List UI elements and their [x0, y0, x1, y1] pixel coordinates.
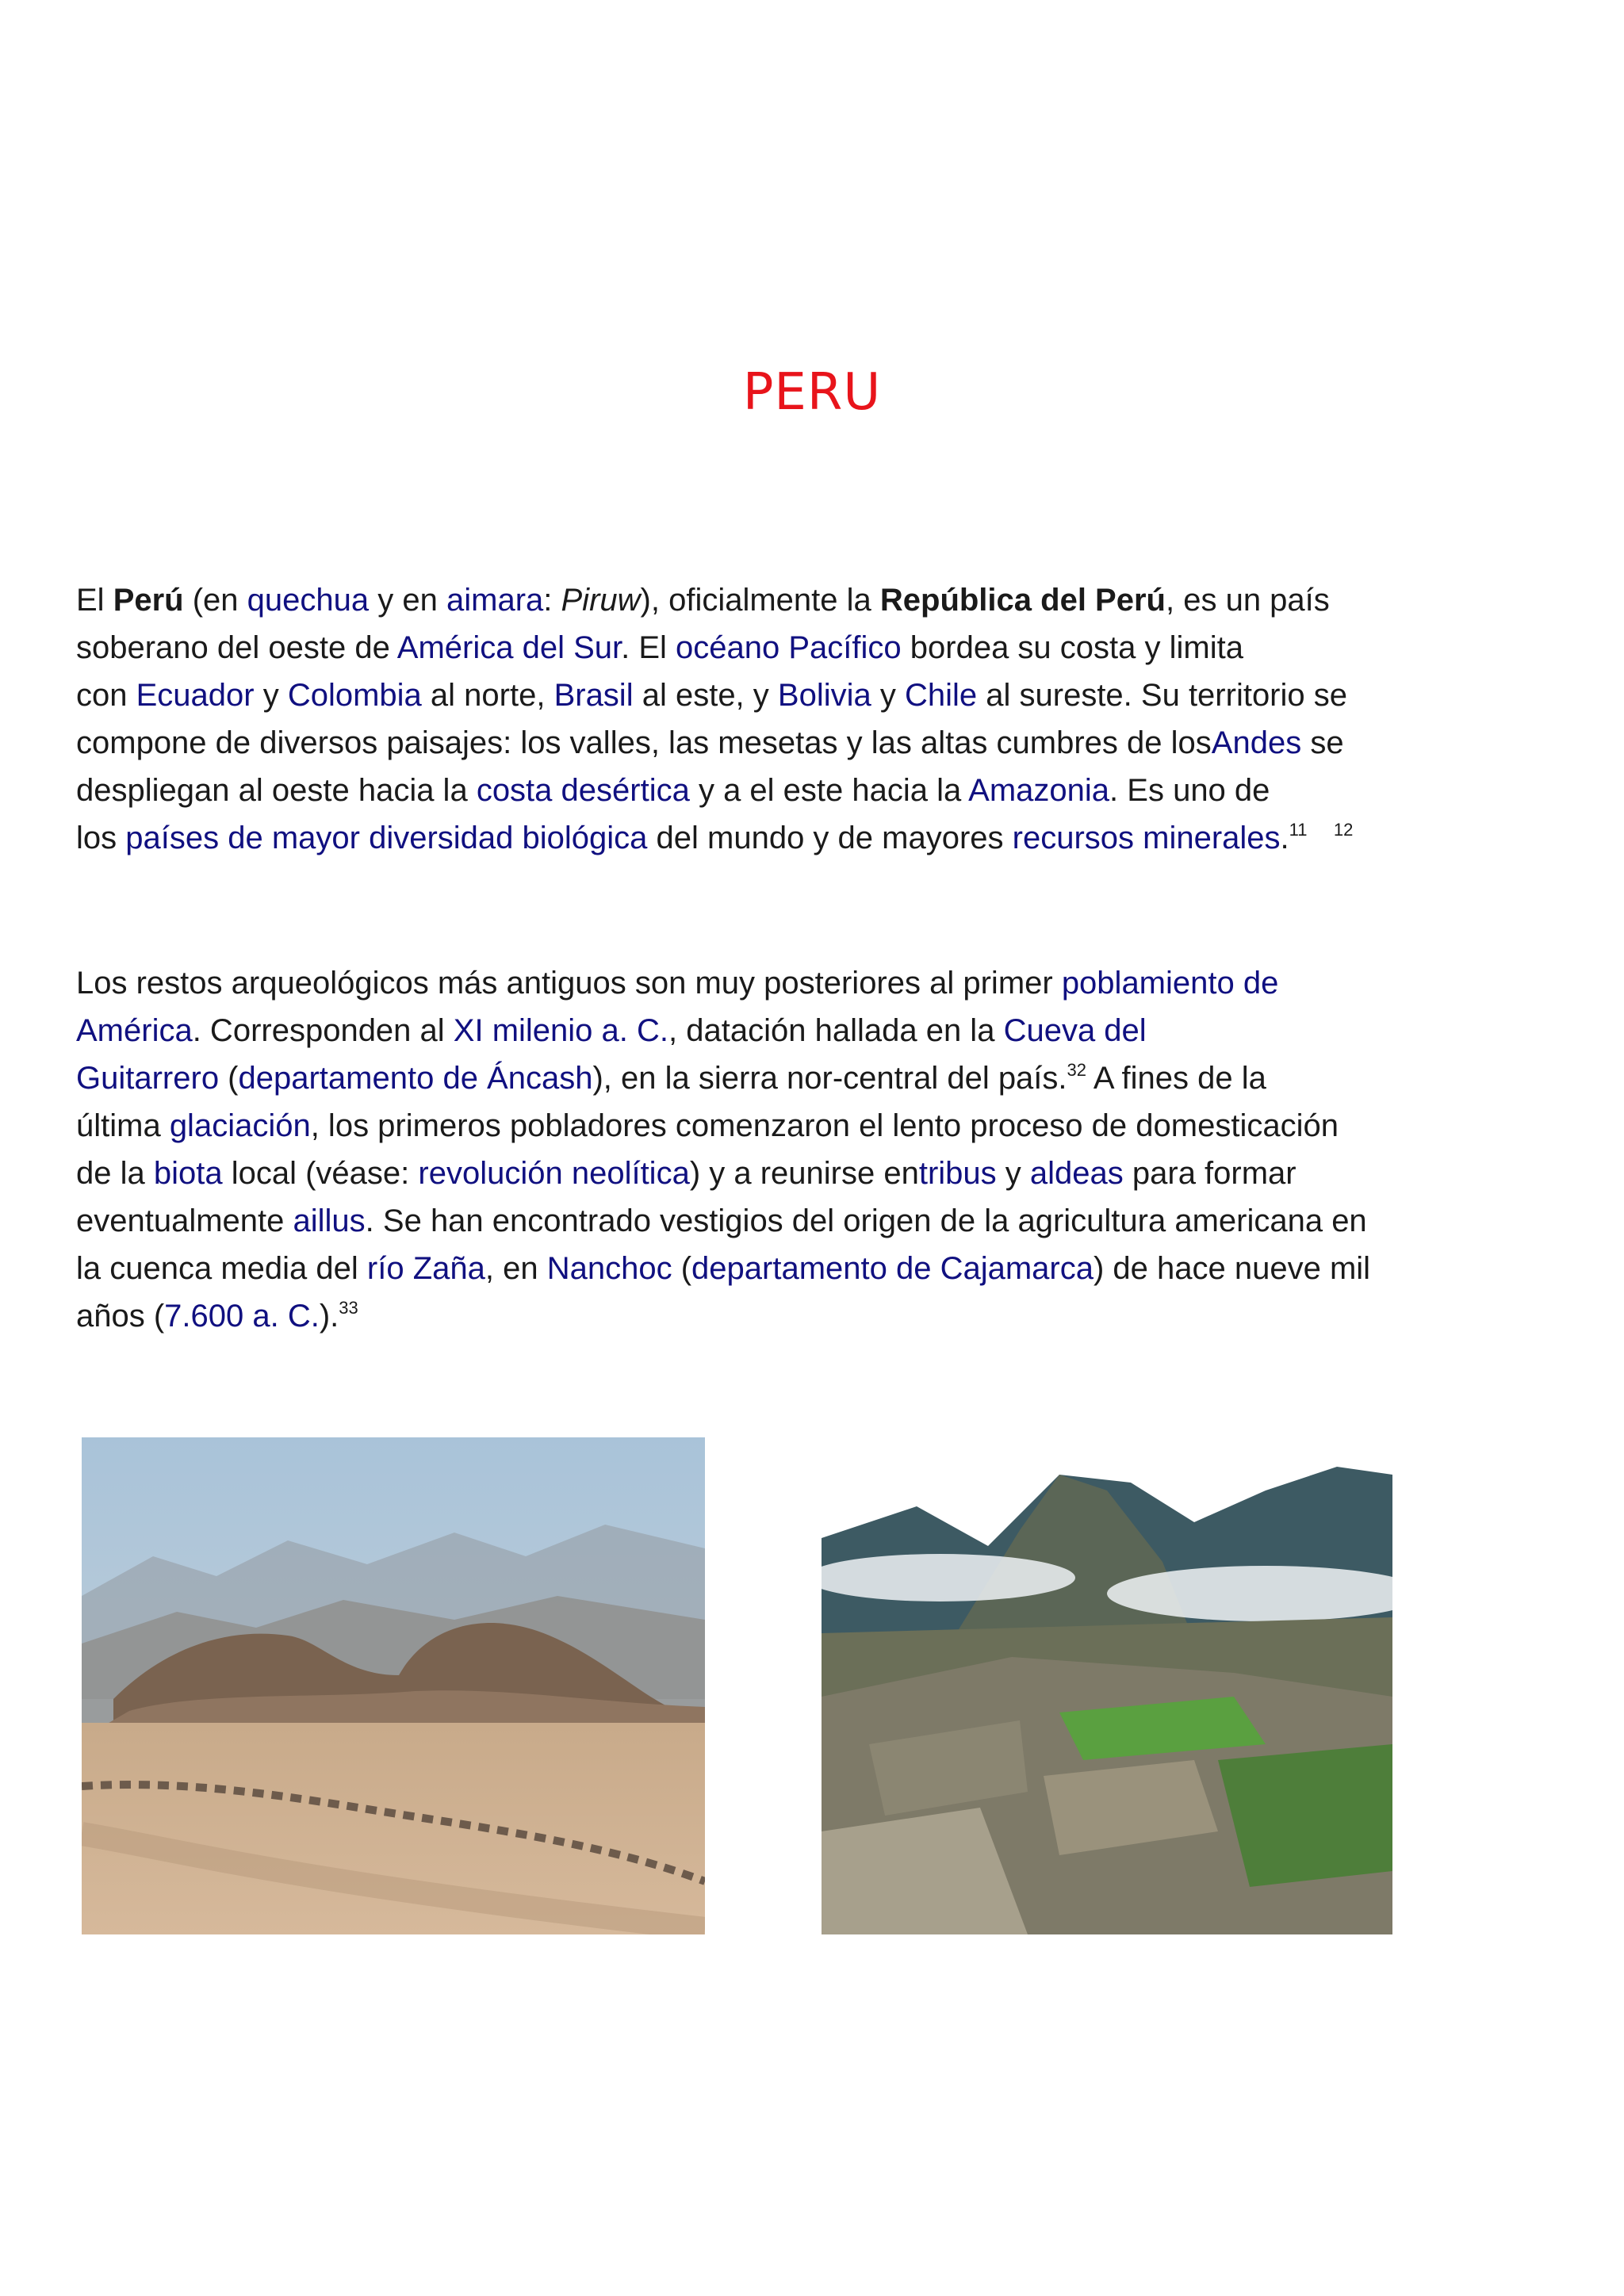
- link-cueva-del[interactable]: Cueva del: [1003, 1013, 1147, 1048]
- link-america-del-sur[interactable]: América del Sur: [396, 630, 622, 665]
- text-line: América. Corresponden al XI milenio a. C., datación hallada en la Cueva del: [76, 1013, 1147, 1048]
- text-line: eventualmente aillus. Se han encontrado vestigios del origen de la agricultura americana en: [76, 1203, 1367, 1238]
- link-andes[interactable]: Andes: [1211, 725, 1302, 760]
- intro-paragraph: [76, 576, 1551, 862]
- link-ecuador[interactable]: Ecuador: [136, 678, 255, 713]
- reference-32[interactable]: 32: [1067, 1060, 1087, 1080]
- link-nanchoc[interactable]: Nanchoc: [546, 1251, 672, 1286]
- link-paises-diversidad[interactable]: países de mayor diversidad biológica: [125, 821, 648, 855]
- italic-piruw: Piruw: [561, 583, 641, 618]
- text-line: compone de diversos paisajes: los valles, las mesetas y las altas cumbres de losAndes se: [76, 725, 1344, 760]
- reference-12[interactable]: 12: [1333, 820, 1354, 840]
- link-chile[interactable]: Chile: [904, 678, 978, 713]
- reference-11[interactable]: 11: [1289, 820, 1308, 840]
- text-line: años (7.600 a. C.).$^{33}$: [76, 1298, 358, 1334]
- link-guitarrero[interactable]: Guitarrero: [76, 1061, 220, 1096]
- text-line: despliegan al oeste hacia la costa desértica y a el este hacia la Amazonia. Es uno de: [76, 773, 1270, 808]
- link-brasil[interactable]: Brasil: [553, 678, 634, 713]
- link-amazonia[interactable]: Amazonia: [968, 773, 1110, 808]
- text-line: los países de mayor diversidad biológica del mundo y de mayores recursos minerales.$^{11}$ $^{12}$: [76, 820, 1354, 855]
- text-line: El Perú (en quechua y en aimara: Piruw), oficialmente la República del Perú, es un país: [76, 583, 1330, 618]
- text-line: de la biota local (véase: revolución neolítica) y a reunirse entribus y aldeas para formar: [76, 1156, 1297, 1191]
- link-bolivia[interactable]: Bolivia: [777, 678, 871, 713]
- page-title: PERU: [742, 363, 882, 422]
- reference-33[interactable]: 33: [339, 1298, 358, 1318]
- bold-peru: Perú: [113, 583, 184, 618]
- link-aldeas[interactable]: aldeas: [1029, 1156, 1124, 1191]
- link-recursos-minerales[interactable]: recursos minerales: [1012, 821, 1281, 855]
- link-aillus[interactable]: aillus: [293, 1203, 366, 1238]
- link-colombia[interactable]: Colombia: [287, 678, 422, 713]
- link-cajamarca[interactable]: departamento de Cajamarca: [691, 1251, 1094, 1286]
- link-revolucion-neolitica[interactable]: revolución neolítica: [418, 1156, 690, 1191]
- link-oceano-pacifico[interactable]: océano Pacífico: [676, 630, 902, 665]
- link-costa-desertica[interactable]: costa desértica: [476, 773, 690, 808]
- link-biota[interactable]: biota: [153, 1156, 223, 1191]
- link-ancash[interactable]: departamento de Áncash: [238, 1061, 593, 1096]
- link-aimara[interactable]: aimara: [446, 583, 544, 618]
- text-line: Los restos arqueológicos más antiguos son muy posteriores al primer poblamiento de: [76, 966, 1279, 1001]
- link-xi-milenio[interactable]: XI milenio a. C.: [453, 1013, 669, 1048]
- link-glaciacion[interactable]: glaciación: [169, 1108, 311, 1143]
- text-line: con Ecuador y Colombia al norte, Brasil al este, y Bolivia y Chile al sureste. Su territorio se: [76, 678, 1347, 713]
- photo-desert-pyramids: [82, 1437, 705, 1934]
- text-line: la cuenca media del río Zaña, en Nanchoc (departamento de Cajamarca) de hace nueve mil: [76, 1251, 1371, 1286]
- text-line: Guitarrero (departamento de Áncash), en la sierra nor-central del país.$^{32}$ A fines de la: [76, 1060, 1266, 1096]
- link-poblamiento[interactable]: poblamiento de: [1061, 966, 1279, 1001]
- mountain-ruins-image: [822, 1459, 1392, 1934]
- link-america[interactable]: América: [76, 1013, 193, 1048]
- history-paragraph: [76, 959, 1551, 1340]
- text-line: soberano del oeste de América del Sur. El océano Pacífico bordea su costa y limita: [76, 630, 1243, 665]
- link-rio-zana[interactable]: río Zaña: [366, 1251, 485, 1286]
- bold-republica: República del Perú: [879, 583, 1166, 618]
- photo-mountain-ruins: [822, 1459, 1392, 1934]
- link-tribus[interactable]: tribus: [918, 1156, 997, 1191]
- link-7600-ac[interactable]: 7.600 a. C.: [164, 1299, 320, 1334]
- text-line: última glaciación, los primeros pobladores comenzaron el lento proceso de domesticación: [76, 1108, 1339, 1143]
- link-quechua[interactable]: quechua: [247, 583, 370, 618]
- desert-pyramids-image: [82, 1437, 705, 1934]
